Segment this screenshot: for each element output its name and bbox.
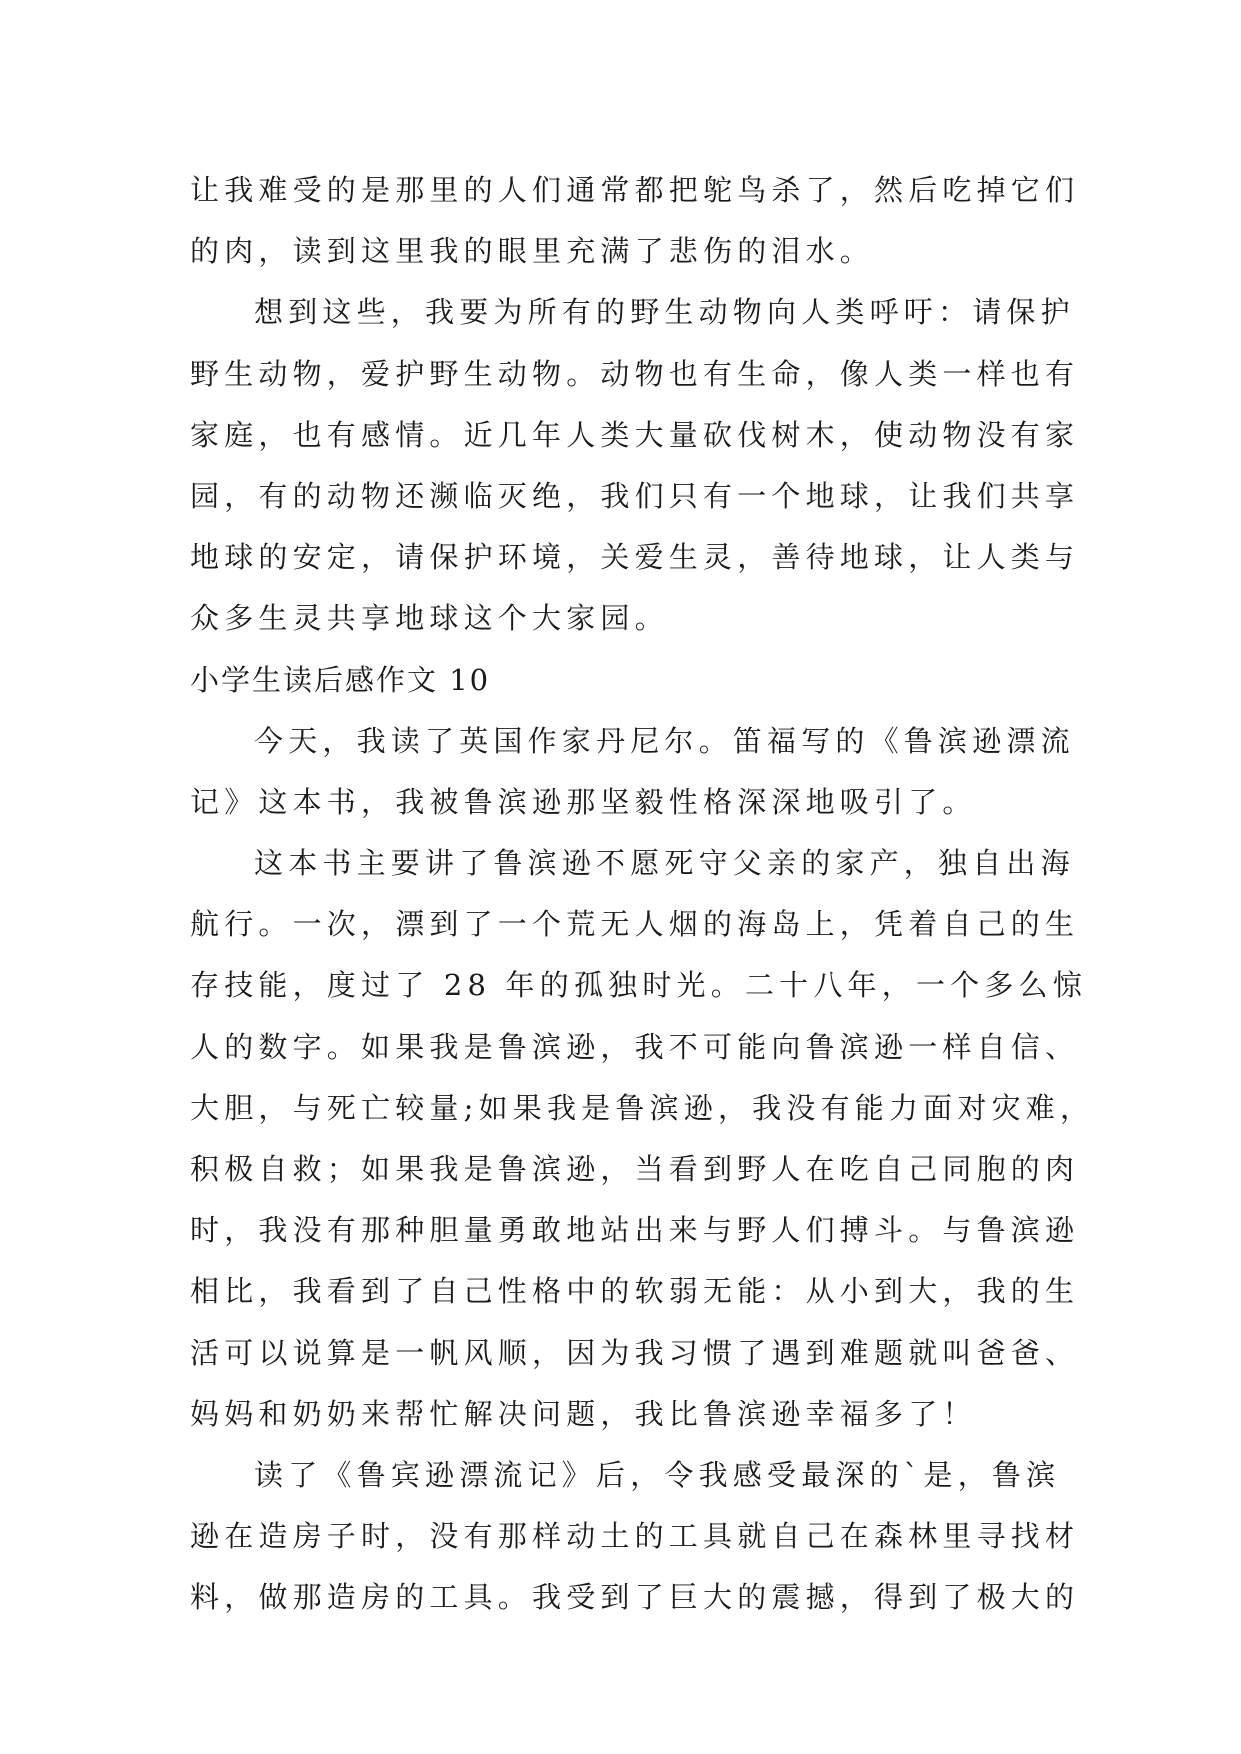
text-line: 人的数字。如果我是鲁滨逊，我不可能向鲁滨逊一样自信、 xyxy=(190,1029,1080,1064)
text-line: 家庭，也有感情。近几年人类大量砍伐树木，使动物没有家 xyxy=(190,417,1080,452)
text-line: 园，有的动物还濒临灭绝，我们只有一个地球，让我们共享 xyxy=(190,478,1080,513)
section-heading: 小学生读后感作文 10 xyxy=(190,662,491,697)
text-line: 让我难受的是那里的人们通常都把鸵鸟杀了，然后吃掉它们 xyxy=(190,173,1080,207)
text-line: 的肉，读到这里我的眼里充满了悲伤的泪水。 xyxy=(190,234,875,269)
text-line: 记》这本书，我被鲁滨逊那坚毅性格深深地吸引了。 xyxy=(190,784,977,819)
text-line: 航行。一次，漂到了一个荒无人烟的海岛上，凭着自己的生 xyxy=(190,907,1080,942)
text-line: 妈妈和奶奶来帮忙解决问题，我比鲁滨逊幸福多了！ xyxy=(190,1396,977,1431)
text-line: 读了《鲁宾逊漂流记》后，令我感受最深的`是，鲁滨 xyxy=(254,1457,1061,1492)
text-line: 时，我没有那种胆量勇敢地站出来与野人们搏斗。与鲁滨逊 xyxy=(190,1213,1080,1248)
text-line: 这本书主要讲了鲁滨逊不愿死守父亲的家产，独自出海 xyxy=(254,846,1075,881)
text-line: 众多生灵共享地球这个大家园。 xyxy=(190,601,669,636)
text-line: 积极自救；如果我是鲁滨逊，当看到野人在吃自己同胞的肉 xyxy=(190,1152,1080,1186)
text-line: 存技能，度过了 28 年的孤独时光。二十八年，一个多么惊 xyxy=(190,968,1087,1003)
text-line: 今天，我读了英国作家丹尼尔。笛福写的《鲁滨逊漂流 xyxy=(254,723,1075,758)
text-line: 活可以说算是一帆风顺，因为我习惯了遇到难题就叫爸爸、 xyxy=(190,1335,1080,1370)
text-line: 地球的安定，请保护环境，关爱生灵，善待地球，让人类与 xyxy=(190,540,1080,575)
text-line: 大胆，与死亡较量;如果我是鲁滨逊，我没有能力面对灾难， xyxy=(190,1090,1095,1125)
text-line: 逊在造房子时，没有那样动土的工具就自己在森林里寻找材 xyxy=(190,1519,1080,1554)
document-body xyxy=(190,160,1095,1629)
text-line: 料，做那造房的工具。我受到了巨大的震撼，得到了极大的 xyxy=(190,1580,1080,1615)
text-line: 野生动物，爱护野生动物。动物也有生命，像人类一样也有 xyxy=(190,356,1080,391)
text-line: 相比，我看到了自己性格中的软弱无能：从小到大，我的生 xyxy=(190,1274,1080,1309)
text-line: 想到这些，我要为所有的野生动物向人类呼吁：请保护 xyxy=(254,295,1075,330)
